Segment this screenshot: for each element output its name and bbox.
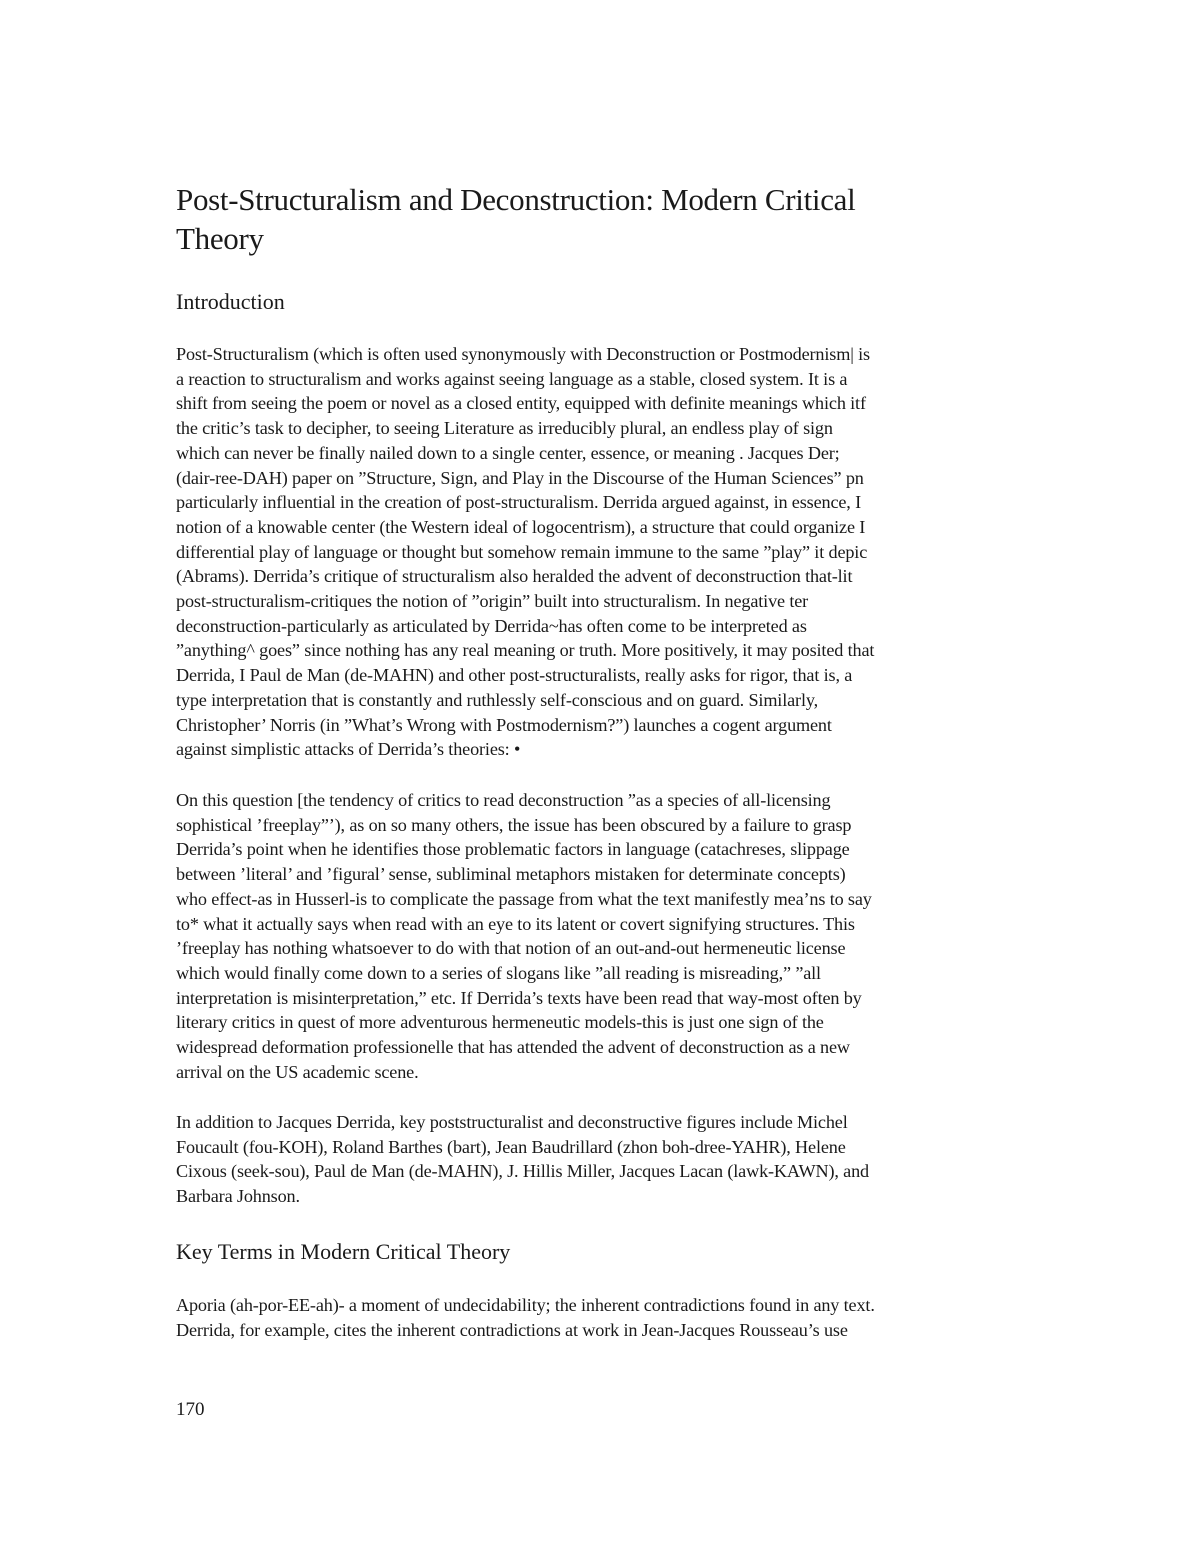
text-line: widespread deformation professionelle that has attended the advent of deconstruction as a new <box>176 1037 850 1058</box>
text-line: sophistical ’freeplay”’), as on so many others, the issue has been obscured by a failure to grasp <box>176 814 852 835</box>
introduction-paragraph <box>176 342 1028 762</box>
text-line: On this question [the tendency of critics to read deconstruction ”as a species of all-licensing <box>176 790 831 810</box>
text-line: Christopher’ Norris (in ”What’s Wrong with Postmodernism?”) launches a cogent argument <box>176 714 832 735</box>
title-line: Post-Structuralism and Deconstruction: Modern Critical <box>176 182 856 217</box>
text-line: the critic’s task to decipher, to seeing Literature as irreducibly plural, an endless play of sign <box>176 418 833 439</box>
text-line: a reaction to structuralism and works against seeing language as a stable, closed system. It is a <box>176 368 848 389</box>
text-line: which can never be finally nailed down to a single center, essence, or meaning . Jacques Der; <box>176 442 840 463</box>
text-line: against simplistic attacks of Derrida’s theories: • <box>176 739 521 760</box>
aporia-paragraph <box>176 1293 1028 1342</box>
page-number: 170 <box>176 1399 205 1420</box>
text-line: Barbara Johnson. <box>176 1186 300 1207</box>
text-line: Derrida, for example, cites the inherent contradictions at work in Jean-Jacques Rousseau’s use <box>176 1319 848 1340</box>
text-line: type interpretation that is constantly and ruthlessly self-conscious and on guard. Similarly, <box>176 689 819 710</box>
text-line: Derrida, I Paul de Man (de-MAHN) and other post-structuralists, really asks for rigor, that is, a <box>176 665 853 686</box>
text-line: post-structuralism-critiques the notion of ”origin” built into structuralism. In negative ter <box>176 591 809 612</box>
text-line: (dair-ree-DAH) paper on ”Structure, Sign, and Play in the Discourse of the Human Sciences” pn <box>176 467 864 488</box>
text-line: deconstruction-particularly as articulated by Derrida~has often come to be interpreted as <box>176 615 807 636</box>
text-line: literary critics in quest of more adventurous hermeneutic models-this is just one sign of the <box>176 1012 824 1033</box>
text-line: who effect-as in Husserl-is to complicate the passage from what the text manifestly mea’ns to say <box>176 888 872 909</box>
norris-quotation-paragraph <box>176 788 1028 1084</box>
text-line: differential play of language or thought but somehow remain immune to the same ”play” it depic <box>176 541 868 562</box>
introduction-heading: Introduction <box>176 289 285 314</box>
text-line: (Abrams). Derrida’s critique of structuralism also heralded the advent of deconstruction that-lit <box>176 566 853 587</box>
text-line: particularly influential in the creation of post-structuralism. Derrida argued against, in essence, I <box>176 492 861 513</box>
key-terms-heading: Key Terms in Modern Critical Theory <box>176 1239 511 1264</box>
text-line: shift from seeing the poem or novel as a closed entity, equipped with definite meanings which itf <box>176 393 866 414</box>
text-line: ”anything^ goes” since nothing has any real meaning or truth. More positively, it may posited that <box>176 640 875 661</box>
title-line: Theory <box>176 221 264 256</box>
text-line: Post-Structuralism (which is often used synonymously with Deconstruction or Postmodernism| is <box>176 344 870 364</box>
text-line: Foucault (fou-KOH), Roland Barthes (bart), Jean Baudrillard (zhon boh-dree-YAHR), Helene <box>176 1136 846 1157</box>
text-line: ’freeplay has nothing whatsoever to do with that notion of an out-and-out hermeneutic license <box>176 938 846 959</box>
text-line: which would finally come down to a series of slogans like ”all reading is misreading,” ”all <box>176 962 821 983</box>
text-line: to* what it actually says when read with an eye to its latent or covert signifying structures. This <box>176 913 855 934</box>
text-line: Aporia (ah-por-EE-ah)- a moment of undecidability; the inherent contradictions found in any text. <box>176 1295 875 1315</box>
text-line: notion of a knowable center (the Western ideal of logocentrism), a structure that could organize I <box>176 516 866 537</box>
text-line: Derrida’s point when he identifies those problematic factors in language (catachreses, slippage <box>176 839 850 860</box>
text-line: arrival on the US academic scene. <box>176 1061 419 1082</box>
text-line: Cixous (seek-sou), Paul de Man (de-MAHN), J. Hillis Miller, Jacques Lacan (lawk-KAWN), and <box>176 1161 869 1182</box>
text-line: In addition to Jacques Derrida, key poststructuralist and deconstructive figures include Michel <box>176 1112 848 1132</box>
document-title <box>176 180 1028 258</box>
text-line: between ’literal’ and ’figural’ sense, subliminal metaphors mistaken for determinate concepts) <box>176 864 846 885</box>
text-line: interpretation is misinterpretation,” etc. If Derrida’s texts have been read that way-most often by <box>176 987 862 1008</box>
key-figures-paragraph <box>176 1110 1028 1209</box>
